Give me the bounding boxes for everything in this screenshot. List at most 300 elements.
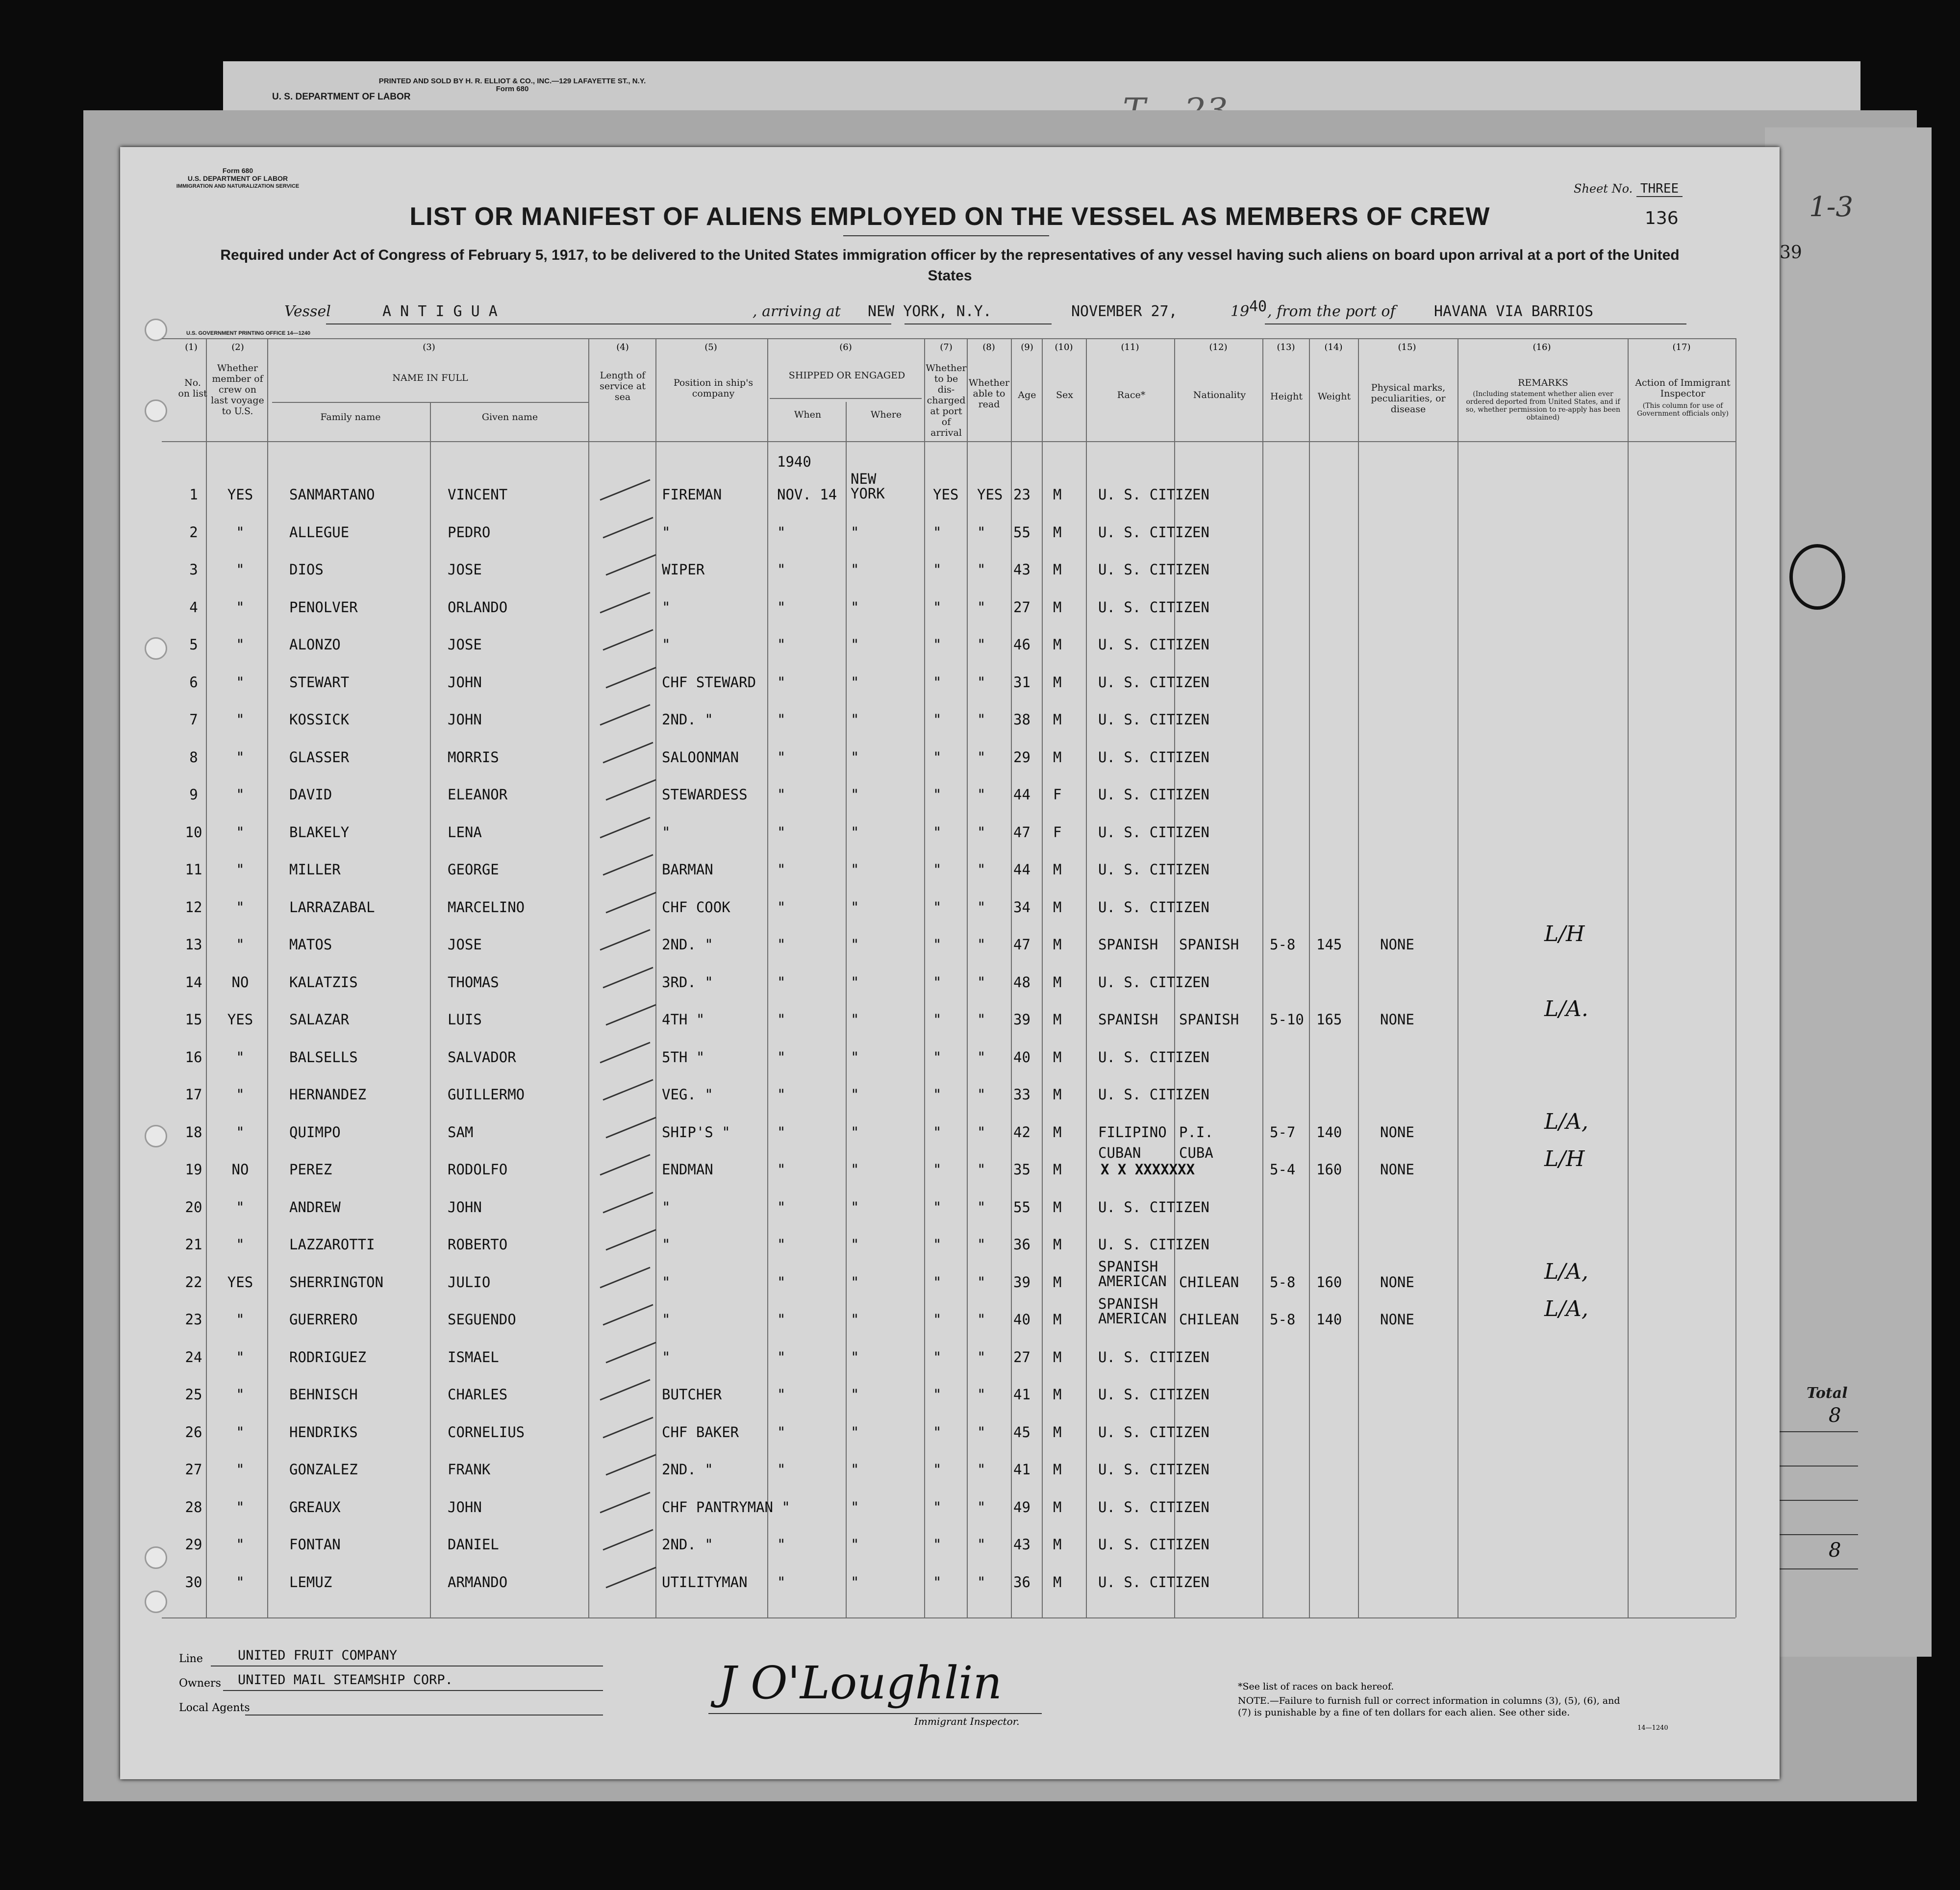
cell-position: CHF COOK xyxy=(662,898,730,916)
race-note: *See list of races on back hereof. xyxy=(1238,1681,1394,1692)
cell-where: " xyxy=(851,861,859,878)
cell-marks: NONE xyxy=(1380,1161,1414,1178)
check-mark-icon xyxy=(605,554,656,576)
cell-read: " xyxy=(977,1011,986,1028)
cell-race: SPANISH AMERICAN xyxy=(1098,1258,1167,1290)
check-mark-icon xyxy=(603,517,653,538)
cell-discharged: " xyxy=(933,898,942,916)
cell-weight: 160 xyxy=(1316,1161,1342,1178)
header-action-sub: (This column for use of Government officials only) xyxy=(1636,402,1729,418)
cell-position: SALOONMAN xyxy=(662,748,739,766)
cell-action-handwritten: L/H xyxy=(1544,1146,1585,1171)
cell-member: " xyxy=(236,748,245,766)
cell-age: 39 xyxy=(1013,1273,1030,1291)
col-number: (16) xyxy=(1533,342,1551,352)
cell-sex: M xyxy=(1053,561,1062,578)
col-number: (1) xyxy=(185,342,198,352)
cell-position: BUTCHER xyxy=(662,1386,722,1403)
cell-race: U. S. CITIZEN xyxy=(1098,1048,1209,1066)
cell-no: 18 xyxy=(185,1123,202,1141)
check-mark-icon xyxy=(600,704,650,726)
cell-age: 44 xyxy=(1013,861,1030,878)
cell-marks: NONE xyxy=(1380,1123,1414,1141)
cell-family: MATOS xyxy=(289,936,332,953)
cell-sex: M xyxy=(1053,1048,1062,1066)
check-mark-icon xyxy=(605,1454,656,1476)
table-row xyxy=(120,700,1780,738)
cell-family: SALAZAR xyxy=(289,1011,350,1028)
cell-age: 27 xyxy=(1013,1348,1030,1366)
table-row xyxy=(120,921,1780,963)
header-race: Race* xyxy=(1117,390,1146,400)
cell-member: " xyxy=(236,1386,245,1403)
cell-age: 41 xyxy=(1013,1461,1030,1478)
cell-family: SANMARTANO xyxy=(289,486,375,503)
cell-no: 6 xyxy=(189,673,198,691)
cell-position: CHF BAKER xyxy=(662,1423,739,1441)
cell-where: " xyxy=(851,748,859,766)
cell-position: STEWARDESS xyxy=(662,786,748,803)
cell-race: U. S. CITIZEN xyxy=(1098,486,1209,503)
col-number: (3) xyxy=(423,342,435,352)
cell-where: " xyxy=(851,1536,859,1553)
cell-nationality: CUBA xyxy=(1179,1144,1213,1161)
table-row xyxy=(120,1075,1780,1113)
back-sheet-printed: PRINTED AND SOLD BY H. R. ELLIOT & CO., INC.—129 LAFAYETTE ST., N.Y. Form 680 U. S. DEPARTMENT OF LABOR xyxy=(272,77,646,102)
cell-family: LEMUZ xyxy=(289,1573,332,1591)
cell-given: JOHN xyxy=(448,1498,482,1516)
check-mark-icon xyxy=(605,1342,656,1363)
cell-given: CORNELIUS xyxy=(448,1423,525,1441)
cell-discharged: " xyxy=(933,1048,942,1066)
cell-position: " xyxy=(662,636,671,653)
header-given-name: Given name xyxy=(481,412,538,423)
cell-read: " xyxy=(977,1236,986,1253)
cell-no: 9 xyxy=(189,786,198,803)
cell-member: " xyxy=(236,1423,245,1441)
check-mark-icon xyxy=(603,1192,653,1213)
form-block: Form 680 U.S. DEPARTMENT OF LABOR IMMIGRATION AND NATURALIZATION SERVICE xyxy=(176,167,300,189)
cell-age: 34 xyxy=(1013,898,1030,916)
cell-family: SHERRINGTON xyxy=(289,1273,384,1291)
header-discharged: Whether to be dis-charged at port of arrival xyxy=(926,363,967,438)
table-row xyxy=(120,1488,1780,1525)
cell-member: " xyxy=(236,636,245,653)
cell-race: FILIPINO xyxy=(1098,1123,1167,1141)
penalty-note: NOTE.—Failure to furnish full or correct information in columns (3), (5), (6), and (7) is punishable by a fine of ten dollars for each alien. See other side. xyxy=(1238,1695,1620,1718)
cell-where: " xyxy=(851,1236,859,1253)
cell-discharged: " xyxy=(933,1498,942,1516)
cell-when: " xyxy=(777,1461,786,1478)
cell-no: 3 xyxy=(189,561,198,578)
cell-when: " xyxy=(777,1536,786,1553)
cell-discharged: " xyxy=(933,1273,942,1291)
cell-member: " xyxy=(236,711,245,728)
side-number: 39 xyxy=(1780,243,1802,263)
check-mark-icon xyxy=(603,1417,653,1438)
check-mark-icon xyxy=(605,892,656,913)
cell-age: 35 xyxy=(1013,1161,1030,1178)
cell-race: U. S. CITIZEN xyxy=(1098,561,1209,578)
cell-no: 30 xyxy=(185,1573,202,1591)
cell-race: U. S. CITIZEN xyxy=(1098,1386,1209,1403)
cell-member: " xyxy=(236,1461,245,1478)
cell-age: 43 xyxy=(1013,1536,1030,1553)
cell-member: " xyxy=(236,1048,245,1066)
cell-race: U. S. CITIZEN xyxy=(1098,636,1209,653)
cell-family: ALONZO xyxy=(289,636,341,653)
punch-hole xyxy=(145,399,167,422)
cell-sex: M xyxy=(1053,673,1062,691)
header-no-on-list: No. on list xyxy=(178,377,207,399)
col-number: (12) xyxy=(1209,342,1228,352)
cell-where: " xyxy=(851,711,859,728)
cell-given: ISMAEL xyxy=(448,1348,499,1366)
header-remarks-sub: (Including statement whether alien ever ordered deported from United States, and if so, whether permission to re-apply has been obtained) xyxy=(1465,390,1621,422)
header-member: Whether member of crew on last voyage to U.S. xyxy=(211,363,264,417)
vessel-underline xyxy=(326,323,718,324)
cell-no: 16 xyxy=(185,1048,202,1066)
cell-member: " xyxy=(236,861,245,878)
total-line xyxy=(1780,1431,1858,1432)
cell-family: STEWART xyxy=(289,673,350,691)
cell-given: RODOLFO xyxy=(448,1161,508,1178)
cell-action-handwritten: L/A, xyxy=(1544,1296,1588,1321)
cell-nationality: CHILEAN xyxy=(1179,1311,1239,1328)
cell-family: RODRIGUEZ xyxy=(289,1348,367,1366)
cell-race: U. S. CITIZEN xyxy=(1098,1236,1209,1253)
manifest-sheet xyxy=(120,147,1780,1779)
cell-position: " xyxy=(662,823,671,841)
cell-read: " xyxy=(977,1573,986,1591)
cell-where: " xyxy=(851,973,859,991)
cell-no: 29 xyxy=(185,1536,202,1553)
cell-where: " xyxy=(851,786,859,803)
cell-when: " xyxy=(777,1273,786,1291)
total-line xyxy=(1780,1500,1858,1501)
cell-member: " xyxy=(236,936,245,953)
grid-top xyxy=(162,338,1735,339)
cell-where: " xyxy=(851,1311,859,1328)
cell-family: GLASSER xyxy=(289,748,350,766)
cell-given: SAM xyxy=(448,1123,474,1141)
cell-action-handwritten: L/H xyxy=(1544,921,1585,946)
col-number: (15) xyxy=(1398,342,1416,352)
cell-marks: NONE xyxy=(1380,1011,1414,1028)
header-weight: Weight xyxy=(1317,391,1351,402)
cell-given: JOHN xyxy=(448,711,482,728)
cell-race: U. S. CITIZEN xyxy=(1098,1198,1209,1216)
cell-sex: M xyxy=(1053,1311,1062,1328)
cell-race: U. S. CITIZEN xyxy=(1098,1086,1209,1103)
cell-sex: M xyxy=(1053,973,1062,991)
cell-given: LUIS xyxy=(448,1011,482,1028)
cell-given: THOMAS xyxy=(448,973,499,991)
table-row xyxy=(120,1450,1780,1488)
cell-sex: M xyxy=(1053,748,1062,766)
cell-given: ELEANOR xyxy=(448,786,508,803)
cell-race: U. S. CITIZEN xyxy=(1098,1461,1209,1478)
cell-no: 10 xyxy=(185,823,202,841)
cell-read: " xyxy=(977,1348,986,1366)
cell-read: " xyxy=(977,1536,986,1553)
line-label: Line xyxy=(179,1653,203,1665)
cell-when: " xyxy=(777,748,786,766)
cell-no: 15 xyxy=(185,1011,202,1028)
cell-where: " xyxy=(851,823,859,841)
cell-discharged: " xyxy=(933,1348,942,1366)
cell-no: 1 xyxy=(189,486,198,503)
cell-sex: M xyxy=(1053,1086,1062,1103)
cell-family: BEHNISCH xyxy=(289,1386,358,1403)
cell-read: " xyxy=(977,1048,986,1066)
cell-position: " xyxy=(662,1348,671,1366)
cell-no: 26 xyxy=(185,1423,202,1441)
cell-read: " xyxy=(977,1423,986,1441)
cell-nationality: CHILEAN xyxy=(1179,1273,1239,1291)
arrival-date: NOVEMBER 27, xyxy=(1071,303,1178,320)
cell-age: 29 xyxy=(1013,748,1030,766)
cell-sex: M xyxy=(1053,1348,1062,1366)
back-sheet-edge xyxy=(1765,127,1932,1657)
cell-marks: NONE xyxy=(1380,1311,1414,1328)
cell-age: 31 xyxy=(1013,673,1030,691)
header-action: Action of Immigrant Inspector xyxy=(1635,377,1731,399)
from-port: HAVANA VIA BARRIOS xyxy=(1434,303,1594,320)
cell-sex: M xyxy=(1053,936,1062,953)
cell-discharged: " xyxy=(933,1423,942,1441)
header-position: Position in ship's company xyxy=(673,377,754,399)
vessel-underline xyxy=(700,323,891,324)
cell-where: " xyxy=(851,1423,859,1441)
cell-discharged: " xyxy=(933,861,942,878)
cell-weight: 145 xyxy=(1316,936,1342,953)
cell-given: PEDRO xyxy=(448,523,491,541)
cell-where: " xyxy=(851,598,859,616)
cell-weight: 140 xyxy=(1316,1311,1342,1328)
check-mark-icon xyxy=(603,1529,653,1551)
check-mark-icon xyxy=(600,1492,650,1513)
table-row xyxy=(120,963,1780,1000)
cell-position: ENDMAN xyxy=(662,1161,713,1178)
cell-height: 5-7 xyxy=(1270,1123,1296,1141)
cell-given: GEORGE xyxy=(448,861,499,878)
cell-discharged: " xyxy=(933,1311,942,1328)
cell-read: " xyxy=(977,898,986,916)
cell-age: 48 xyxy=(1013,973,1030,991)
cell-age: 23 xyxy=(1013,486,1030,503)
vessel-name: A N T I G U A xyxy=(382,303,498,320)
col-number: (17) xyxy=(1672,342,1691,352)
check-mark-icon xyxy=(605,1567,656,1588)
cell-age: 42 xyxy=(1013,1123,1030,1141)
check-mark-icon xyxy=(605,1229,656,1251)
cell-age: 40 xyxy=(1013,1311,1030,1328)
cell-height: 5-8 xyxy=(1270,1273,1296,1291)
cell-race: U. S. CITIZEN xyxy=(1098,598,1209,616)
cell-position: VEG. " xyxy=(662,1086,713,1103)
cell-member: " xyxy=(236,523,245,541)
cell-when: " xyxy=(777,823,786,841)
cell-sex: M xyxy=(1053,861,1062,878)
cell-sex: M xyxy=(1053,598,1062,616)
cell-family: DAVID xyxy=(289,786,332,803)
cell-weight: 160 xyxy=(1316,1273,1342,1291)
total-label: Total xyxy=(1807,1385,1848,1402)
cell-family: GONZALEZ xyxy=(289,1461,358,1478)
cell-family: ALLEGUE xyxy=(289,523,350,541)
cell-position: 4TH " xyxy=(662,1011,705,1028)
cell-sex: M xyxy=(1053,1498,1062,1516)
header-shipped-engaged: SHIPPED OR ENGAGED xyxy=(788,370,905,381)
header-nationality: Nationality xyxy=(1193,390,1246,400)
cell-when: " xyxy=(777,1386,786,1403)
check-mark-icon xyxy=(605,779,656,801)
cell-race: U. S. CITIZEN xyxy=(1098,1348,1209,1366)
cell-position: 2ND. " xyxy=(662,711,713,728)
cell-when: " xyxy=(777,1423,786,1441)
cell-position: " xyxy=(662,523,671,541)
cell-where: " xyxy=(851,1273,859,1291)
cell-where: " xyxy=(851,1498,859,1516)
check-mark-icon xyxy=(600,479,650,501)
cell-age: 44 xyxy=(1013,786,1030,803)
cell-race: U. S. CITIZEN xyxy=(1098,711,1209,728)
cell-read: " xyxy=(977,523,986,541)
check-mark-icon xyxy=(603,1079,653,1101)
cell-sex: F xyxy=(1053,823,1062,841)
cell-given: MORRIS xyxy=(448,748,499,766)
cell-member: " xyxy=(236,1536,245,1553)
when-year: 1940 xyxy=(777,453,811,470)
sheet-number: Sheet No. THREE xyxy=(1574,181,1683,196)
cell-race: U. S. CITIZEN xyxy=(1098,823,1209,841)
table-row xyxy=(120,471,1780,513)
cell-no: 5 xyxy=(189,636,198,653)
cell-where: " xyxy=(851,561,859,578)
cell-given: JOSE xyxy=(448,636,482,653)
cell-age: 49 xyxy=(1013,1498,1030,1516)
check-mark-icon xyxy=(603,742,653,763)
vessel-underline xyxy=(1265,323,1686,324)
cell-read: " xyxy=(977,561,986,578)
cell-age: 43 xyxy=(1013,561,1030,578)
col-number: (7) xyxy=(940,342,953,352)
table-row xyxy=(120,513,1780,550)
cell-race: SPANISH AMERICAN xyxy=(1098,1295,1167,1327)
cell-no: 12 xyxy=(185,898,202,916)
cell-race: U. S. CITIZEN xyxy=(1098,673,1209,691)
cell-position: 2ND. " xyxy=(662,936,713,953)
cell-nationality: P.I. xyxy=(1179,1123,1213,1141)
cell-when: " xyxy=(777,1048,786,1066)
cell-position: UTILITYMAN xyxy=(662,1573,748,1591)
cell-read: " xyxy=(977,748,986,766)
cell-discharged: " xyxy=(933,636,942,653)
cell-given: DANIEL xyxy=(448,1536,499,1553)
cell-no: 7 xyxy=(189,711,198,728)
cell-family: ANDREW xyxy=(289,1198,341,1216)
col-number: (4) xyxy=(616,342,629,352)
cell-family: BLAKELY xyxy=(289,823,350,841)
cell-when: " xyxy=(777,673,786,691)
table-row xyxy=(120,738,1780,775)
cell-read: " xyxy=(977,1498,986,1516)
cell-read: " xyxy=(977,1386,986,1403)
cell-discharged: " xyxy=(933,1123,942,1141)
cell-sex: M xyxy=(1053,1236,1062,1253)
cell-age: 55 xyxy=(1013,1198,1030,1216)
cell-age: 27 xyxy=(1013,598,1030,616)
cell-no: 13 xyxy=(185,936,202,953)
cell-position: BARMAN xyxy=(662,861,713,878)
cell-family: GUERRERO xyxy=(289,1311,358,1328)
cell-when: " xyxy=(777,523,786,541)
owners-value: UNITED MAIL STEAMSHIP CORP. xyxy=(238,1672,453,1688)
cell-sex: M xyxy=(1053,1011,1062,1028)
col-number: (6) xyxy=(839,342,852,352)
cell-read: " xyxy=(977,673,986,691)
cell-discharged: " xyxy=(933,1573,942,1591)
cell-read: " xyxy=(977,1161,986,1178)
cell-no: 21 xyxy=(185,1236,202,1253)
cell-age: 36 xyxy=(1013,1236,1030,1253)
cell-read: " xyxy=(977,598,986,616)
cell-where: " xyxy=(851,523,859,541)
cell-when: " xyxy=(777,1161,786,1178)
cell-when: " xyxy=(777,1573,786,1591)
cell-no: 17 xyxy=(185,1086,202,1103)
total-line xyxy=(1780,1534,1858,1535)
cell-read: " xyxy=(977,1086,986,1103)
cell-when: " xyxy=(777,1123,786,1141)
cell-discharged: " xyxy=(933,1086,942,1103)
cell-race: U. S. CITIZEN xyxy=(1098,748,1209,766)
shipped-divider xyxy=(770,398,922,399)
cell-no: 23 xyxy=(185,1311,202,1328)
cell-member: YES xyxy=(227,1011,253,1028)
cell-family: PENOLVER xyxy=(289,598,358,616)
cell-member: " xyxy=(236,561,245,578)
cell-position: 2ND. " xyxy=(662,1536,713,1553)
cell-when: " xyxy=(777,936,786,953)
cell-member: YES xyxy=(227,1273,253,1291)
header-sex: Sex xyxy=(1056,390,1073,400)
cell-given: VINCENT xyxy=(448,486,508,503)
line-value: UNITED FRUIT COMPANY xyxy=(238,1648,398,1663)
header-age: Age xyxy=(1018,390,1036,400)
cell-when: " xyxy=(777,1086,786,1103)
check-mark-icon xyxy=(600,929,650,951)
table-row xyxy=(120,1563,1780,1600)
cell-race: U. S. CITIZEN xyxy=(1098,1536,1209,1553)
cell-race: U. S. CITIZEN xyxy=(1098,786,1209,803)
cell-sex: M xyxy=(1053,1161,1062,1178)
cell-member: " xyxy=(236,898,245,916)
circle-mark-icon xyxy=(1789,544,1845,610)
page-title: LIST OR MANIFEST OF ALIENS EMPLOYED ON THE VESSEL AS MEMBERS OF CREW xyxy=(409,202,1490,231)
cell-struck-entry: X X XXXXXXX xyxy=(1101,1161,1195,1178)
gpo-note: U.S. GOVERNMENT PRINTING OFFICE 14—1240 xyxy=(186,330,311,336)
cell-sex: M xyxy=(1053,636,1062,653)
cell-position: WIPER xyxy=(662,561,705,578)
cell-position: SHIP'S " xyxy=(662,1123,730,1141)
cell-marks: NONE xyxy=(1380,1273,1414,1291)
cell-sex: M xyxy=(1053,711,1062,728)
cell-given: FRANK xyxy=(448,1461,491,1478)
cell-sex: M xyxy=(1053,1198,1062,1216)
cell-given: ORLANDO xyxy=(448,598,508,616)
